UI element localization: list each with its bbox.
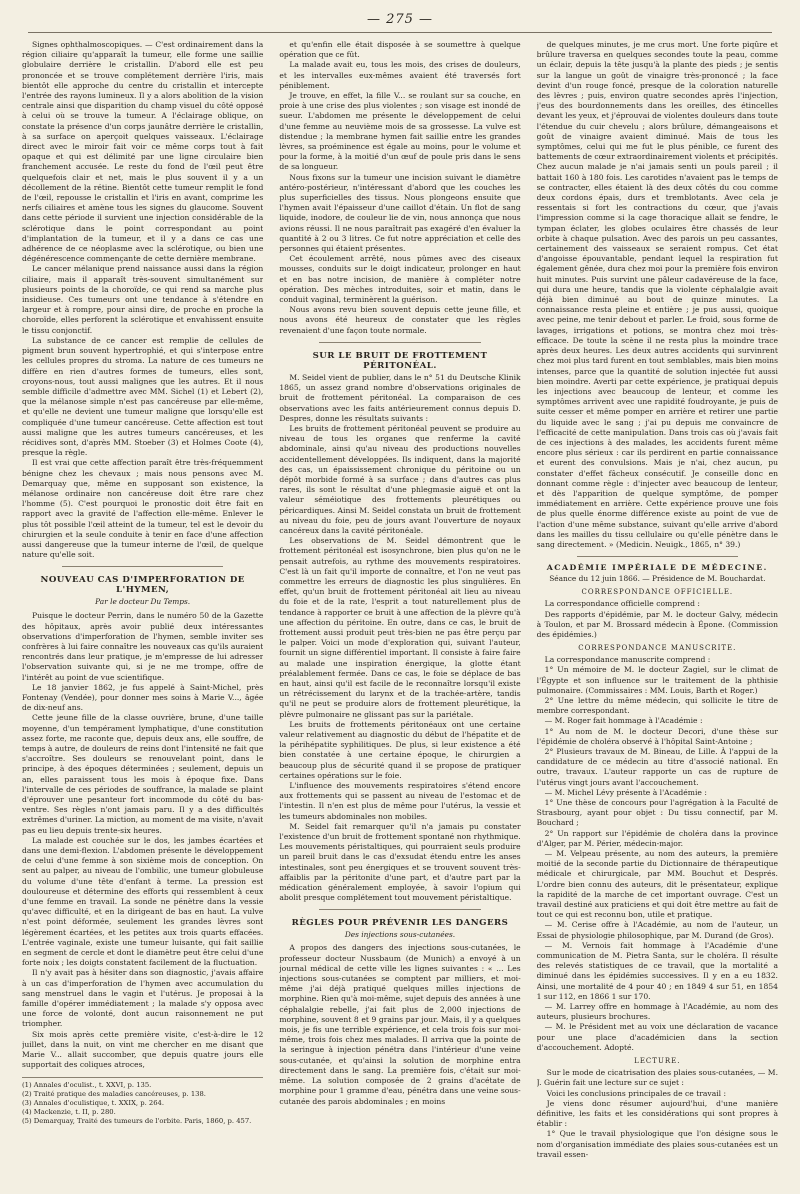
paragraph: A propos des dangers des injections sous-cutanées, le professeur docteur Nussbaum (de Munich) a envoyé à un journal médical de cette ville les lignes suivantes : « ... Les injections sous-cutanées se comptent par milliers, et moi-même j'ai déjà pratiqué quelques milles injections de morphine. Rien qu'à moi-même, sujet depuis des années à une céphalalgie rebelle, j'ai fait plus de 2,000 injections de morphine, souvent 8 et 9 grains par jour. Mais, il y a quelques mois, je fis une terrible expérience, et cela trois fois sur moi-même, trois fois chez mes malades. Il arriva que la pointe de la seringue à injection pénétra dans l'intérieur d'une veine sous-cutanée, et qu'ainsi la solution de morphine entra directement dans le sang. La première fois, c'était sur moi-même. La solution composée de 2 grains d'acétate de morphine pour 1 gramme d'eau, pénétra dans une veine sous-cutanée des parois abdominales ; en moins	[279, 943, 521, 1106]
official-correspondence-heading: CORRESPONDANCE OFFICIELLE.	[581, 588, 734, 597]
footnote: (5) Demarquay, Traité des tumeurs de l'orbite. Paris, 1860, p. 457.	[22, 1116, 252, 1125]
injections-article-subtitle: Des injections sous-cutanées.	[344, 930, 456, 940]
academy-session-meta: Séance du 12 juin 1866. — Présidence de M. Bouchardat.	[549, 574, 766, 584]
list-item: — M. Vernois fait hommage à l'Académie d'une communication de M. Pietra Santa, sur le choléra. Il résulte des relevés statistiques de ce travail, que la mortalité a diminué dans les épidémies successives. Il y en a eu 1832. Ainsi, une mortalité de 4 pour 40 ; en 1849 4 sur 51, en 1854 1 sur 112, en 1866 1 sur 170.	[536, 940, 778, 1001]
page-number: — 275 —	[366, 12, 434, 27]
paragraph: Cet écoulement arrêté, nous pûmes avec des ciseaux mousses, conduits sur le doigt indicateur, prolonger en haut et en bas notre incision, de manière à compléter notre opération. Des mèches introduites, soir et matin, dans le conduit vaginal, terminèrent la guérison.	[279, 254, 521, 305]
section-rule	[577, 556, 738, 557]
column-left	[22, 40, 263, 1180]
footnote: (3) Annales d'oculistique, t. XXIX, p. 264.	[22, 1098, 165, 1107]
academy-title: ACADÉMIE IMPÉRIALE DE MÉDECINE.	[546, 563, 768, 573]
page-header	[0, 12, 800, 32]
column-right	[537, 40, 778, 1180]
paragraph: La malade est couchée sur le dos, les jambes écartées et dans une demi-flexion. L'abdomen présente le développement de celui d'une femme à son sixième mois de conception. On sent au palper, au niveau de l'ombilic, une tumeur globuleuse du volume d'une tête d'enfant à terme. La pression est douloureuse et détermine des efforts qui ressemblent à ceux d'une femme en travail. La sonde ne pénètre dans la vessie qu'avec difficulté, et en la dirigeant de bas en haut. La vulve n'est point déformée, seulement les grandes lèvres sont légèrement écartées, et les petites aux trois quarts effacées. L'entrée vaginale, existe une tumeur luisante, qui fait saillie en segment de cercle et dont le diamètre peut être celui d'une forte noix ; les doigts constatent facilement de la fluctuation.	[22, 835, 264, 968]
hymen-article-title: NOUVEAU CAS D'IMPERFORATION DE L'HYMEN,	[40, 575, 245, 596]
paragraph: et qu'enfin elle était disposée à se soumettre à quelque opération que ce fût.	[279, 40, 521, 60]
list-item: — M. Roger fait hommage à l'Académie :	[544, 716, 703, 726]
official-correspondence-list	[537, 599, 778, 640]
paragraph: M. Seidel vient de publier, dans le n° 51 du Deutsche Klinik 1865, un assez grand nombre d'observations originales de bruit de frottement péritonéal. La comparaison de ces observations avec les faits antérieurement connus depuis D. Despres, donne les résultats suivants :	[279, 372, 521, 423]
paragraph: La malade avait eu, tous les mois, des crises de douleurs, et les intervalles eux-mêmes avaient été traversés fort péniblement.	[279, 60, 521, 90]
paragraph: Il est vrai que cette affection paraît être très-fréquemment bénigne chez les chevaux ; mais nous pensons avec M. Demarquay que, même en supposant son existence, la mélanose ordinaire non cancéreuse doit être rare chez l'homme (5). C'est pourquoi le pronostic doit être fait en rapport avec la gravité de l'affection elle-même. Enlever le plus tôt possible l'œil atteint de la tumeur, tel est le devoir du chirurgien et la seule conduite à tenir en face d'une affection aussi dangereuse que la tumeur interne de l'œil, de quelque nature qu'elle soit.	[22, 458, 264, 560]
header-rule	[28, 32, 772, 33]
list-item: — M. Velpeau présente, au nom des auteurs, la première moitié de la seconde partie du Dictionnaire de thérapeutique médicale et chirurgicale, par MM. Bouchut et Després. L'ordre bien connu des auteurs, dit le présentateur, explique la rapidité de la marche de cet important ouvrage. C'est un travail destiné aux praticiens et qui doit être mettre au fait de tout ce qui est reconnu bon, utile et pratique.	[536, 849, 778, 920]
paragraph: Les observations de M. Seidel démontrent que le frottement péritonéal est isosynchrone, bien plus qu'on ne le pensait autrefois, au rythme des mouvements respiratoires. C'est là un fait qu'il importe de connaître, et l'on ne veut pas commettre les erreurs de diagnostic les plus singulières. En effet, qu'un bruit de frottement péritonéal ait lieu au niveau du foie et de la rate, l'esprit a tout naturellement plus de tendance à rapporter ce bruit à une affection de la plèvre qu'à une affection du péritoine. En outre, dans ce cas, le bruit de frottement aussi produit peut très-bien ne pas être perçu par le palper. Voici un mode d'exploration qui, suivant l'auteur, fournit un signe différentiel important. Il consiste à faire faire au malade une inspiration énergique, la glotte étant préalablement fermée. Dans ce cas, le foie se déplace de bas en haut, ainsi qu'il est facile de le reconnaître lorsqu'il existe un rétrécissement du larynx et de la trachée-artère, tandis qu'il ne peut se produire alors de frottement pleurétique, la plèvre pulmonaire ne glissant pas sur la pariétale.	[279, 536, 521, 719]
footnotes	[22, 1077, 263, 1126]
list-item: — M. Michel Lévy présente à l'Académie :	[544, 787, 707, 797]
lecture-heading: LECTURE.	[634, 1057, 681, 1066]
list-item: La correspondance manuscrite comprend :	[544, 655, 711, 665]
paragraph: Nous fixons sur la tumeur une incision suivant le diamètre antéro-postérieur, n'intéressant d'abord que les couches les plus superficielles des tissus. Nous plongeons ensuite que l'hymen avait l'épaisseur d'une caillot d'étain. Un flot de sang liquide, inodore, de couleur lie de vin, nous annonça que nous avions réussi. Il ne nous paraîtrait pas exagéré d'en évaluer la quantité à 2 ou 3 litres. Ce fut notre appréciation et celle des personnes qui étaient présentes.	[279, 172, 521, 254]
paragraph: Sur le mode de cicatrisation des plaies sous-cutanées, — M. J. Guérin fait une lecture sur ce sujet :	[536, 1068, 778, 1088]
paragraph: Six mois après cette première visite, c'est-à-dire le 12 juillet, dans la nuit, on vint me chercher en me disant que Marie V... allait succomber, que depuis quatre jours elle supportait des coliques atroces,	[22, 1029, 264, 1070]
list-item: — M. le Président met au voix une déclaration de vacance pour une place d'académicien dans la section d'accouchement. Adopté.	[536, 1022, 778, 1052]
hymen-article-body	[22, 611, 263, 1070]
paragraph: de quelques minutes, je me crus mort. Une forte piqûre et brûlure traversa en quelques secondes toute la peau, comme un éclair, depuis la tête jusqu'à la plante des pieds ; je sentis sur la langue un goût de vinaigre très-prononcé ; la face devint d'un rouge foncé, presque de la coloration naturelle des lèvres ; puis, environ quatre secondes après l'injection, j'eus des bourdonnements dans les oreilles, des étincelles devant les yeux, et j'éprouvai de violentes douleurs dans toute l'étendue du cuir chevelu ; alors brûlure, démangeaisons et goût de vinaigre avaient diminué. Mais de tous les symptômes, celui qui me fut le plus pénible, ce furent des battements de cœur extraordinairement violents et précipités. Chez aucun malade je n'ai jamais senti un pouls pareil ; il battait 160 à 180 fois. Les carotides n'avaient pas le temps de se contracter, elles étaient là des deux côtés du cou comme deux cordons épais, durs et tremblotants. Avec cela je ressentais si fort les contractions du cœur, que j'avais l'impression comme si la cage thoracique allait se fendre, le tympan éclater, les globes oculaires être chassés de leur orbite à chaque pulsation. Avec des parois un peu cassantes, certainement des vaisseaux se seraient rompus. Cet état d'angoisse épouvantable, pendant lequel la respiration fut également gênée, dura chez moi pour la première fois environ huit minutes. Puis survint une pâleur cadavéreuse de la face, qui dura une heure, tandis que la violente céphalalgie avait déjà bien diminué au bout de quinze minutes. La connaissance resta pleine et entière ; je pus aussi, quoique avec peine, me tenir debout et parler. Le froid, sous forme de lavages, irrigations et potions, se montra chez moi très-efficace. De toute la scène il ne resta plus la moindre trace après deux heures. Les deux autres accidents qui survinrent chez moi plus tard furent en tout semblables, mais bien moins intenses, parce que la quantité de solution injectée fut aussi bien moindre. Averti par cette expérience, je pratiquai depuis les injections avec beaucoup de lenteur, et comme les symptômes arrivent avec une rapidité foudroyante, je puis de suite cesser et même pomper en arrière et retirer une partie du liquide avec le sang ; j'ai pu depuis me convaincre de l'efficacité de cette manipulation. Dans trois cas où j'avais fait de ces injections à des malades, les accidents furent même encore plus sérieux : car ils perdirent en partie connaissance et eurent des convulsions. Mais je n'ai, chez aucun, pu constater d'effet fâcheux consécutif. Je conseille donc en donnant comme règle : d'injecter avec beaucoup de lenteur, et dès l'apparition de quelque symptôme, de pomper immédiatement en arrière. Cette expérience prouve une fois de plus quelle énorme différence existe au point de vue de l'action d'une même substance, suivant qu'elle arrive d'abord dans les mailles du tissu cellulaire ou qu'elle pénètre dans le sang directement. » (Medicin. Neuigk., 1865, n° 39.)	[536, 40, 778, 549]
paragraph: Je viens donc résumer aujourd'hui, d'une manière définitive, les faits et les considérations qui sont propres à établir :	[536, 1098, 778, 1129]
paragraph: Il n'y avait pas à hésiter dans son diagnostic, j'avais affaire à un cas d'imperforation de l'hymen avec accumulation du sang menstruel dans le vagin et l'utérus. Je proposai à la famille d'opérer immédiatement ; la malade s'y opposa avec une force de volonté, dont aucun raisonnement ne put triompher.	[22, 968, 264, 1029]
injections-article-continuation	[537, 40, 778, 550]
list-item: 1° Au nom de M. le docteur Decori, d'une thèse sur l'épidémie de choléra observé à l'hôpital Saint-Antoine ;	[536, 726, 778, 746]
list-item: — M. Cerise offre à l'Académie, au nom de l'auteur, un Essai de physiologie philosophique, par M. Durand (de Gros).	[536, 920, 778, 940]
footnote: (1) Annales d'oculist., t. XXVI, p. 135.	[22, 1080, 152, 1089]
paragraph: Le 18 janvier 1862, je fus appelé à Saint-Michel, près Fontenay (Vendée), pour donner mes soins à Marie V..., âgée de dix-neuf ans.	[22, 682, 264, 713]
list-item: Des rapports d'épidémie, par M. le docteur Galvy, médecin à Toulon, et par M. Brossard médecin à Épone. (Commission des épidémies.)	[536, 609, 778, 639]
paragraph: Le cancer mélanique prend naissance aussi dans la région ciliaire, mais il apparaît très-souvent simultanément sur plusieurs points de la choroïde, ce qui rend sa marche plus insidieuse. Ces tumeurs ont une tendance à s'étendre en largeur et à rompre, pour ainsi dire, de proche en proche la choroïde, elles perforent la sclérotique et envahissent ensuite le tissu conjonctif.	[22, 264, 264, 335]
paragraph: Puisque le docteur Perrin, dans le numéro 50 de la Gazette des hôpitaux, après avoir publié deux intéressantes observations d'imperforation de l'hymen, semble inviter ses confrères à lui faire connaître les nouveaux cas qu'ils auraient rencontrés dans leur pratique, je m'empresse de lui adresser l'observation suivante qui, si je ne me trompe, offre de l'intérêt au point de vue scientifique.	[22, 611, 264, 682]
list-item: — M. Larrey offre en hommage à l'Académie, au nom des auteurs, plusieurs brochures.	[536, 1002, 778, 1022]
paragraph: Je trouve, en effet, la fille V... se roulant sur sa couche, en proie à une crise des plus violentes ; son visage est inondé de sueur. L'abdomen me présente le développement de celui d'une femme au neuvième mois de sa grossesse. La vulve est distendue ; la membrane hymen fait saillie entre les grandes lèvres, sa proéminence est égale au moins, pour le volume et pour la forme, à la moitié d'un œuf de poule pris dans le sens de sa longueur.	[279, 91, 521, 172]
paragraph: Les bruits de frottement péritonéal peuvent se produire au niveau de tous les organes que renferme la cavité abdominale, ainsi qu'au niveau des productions nouvelles accidentellement développées. Ils indiquent, dans la majorité des cas, un épaississement chronique du péritoine ou un dépôt morbide formé à sa surface ; dans d'autres cas plus rares, ils sont le résultat d'une phlegmasie aiguë et ont la valeur séméiotique des frottements pleurétiques ou péricardiques. Ainsi M. Seidel constata un bruit de frottement au niveau du foie, peu de jours avant l'ouverture de noyaux cancéreux dans la cavité péritonéale.	[279, 423, 521, 535]
friction-article-body	[279, 373, 520, 904]
list-item: 2° Un rapport sur l'épidémie de choléra dans la province d'Alger, par M. Périer, médecin-major.	[536, 828, 778, 848]
section-rule	[319, 909, 480, 910]
friction-article-title: SUR LE BRUIT DE FROTTEMENT PÉRITONÉAL.	[312, 350, 488, 371]
column-middle	[279, 40, 520, 1180]
paragraph: Signes ophthalmoscopiques. — C'est ordinairement dans la région ciliaire qu'apparaît la tumeur, elle forme une saillie globulaire derrière le cristallin. D'abord elle est peu prononcée et se trouve complétement derrière l'iris, mais bientôt elle approche du centre du cristallin et intercepte l'entrée des rayons lumineux. Il y a alors abolition de la vision centrale ainsi que disparition du champ visuel du côté opposé à celui où se trouve la tumeur. A l'éclairage oblique, on constate la présence d'un corps jaunâtre derrière le cristallin, à sa surface on aperçoit quelques vaisseaux. L'éclairage direct avec le miroir fait voir ce même corps tout à fait opaque et qui est délimité par une ligne circulaire bien franchement accusée. Le reste du fond de l'œil peut être quelquefois clair et net, mais le plus souvent il y a un décollement de la rétine. Bientôt cette tumeur remplit le fond de l'œil, repousse le cristallin et l'iris en avant, comprime les nerfs ciliaires et amène tous les signes du glaucome. Souvent dans cette période il survient une injection considérable de la sclérotique dans le point correspondant au point d'implantation de la tumeur, et il y a dans ce cas une adhérence de ce néoplasme avec la sclérotique, ou bien une dégénérescence commençante de cette dernière membrane.	[22, 40, 264, 264]
manuscript-correspondence-list	[537, 655, 778, 1053]
lecture-body	[537, 1068, 778, 1160]
paragraph: L'influence des mouvements respiratoires s'étend encore aux frottements qui se passent au niveau de l'estomac et de l'intestin. Il n'en est plus de même pour l'utérus, la vessie et les tumeurs abdominales non mobiles.	[279, 781, 521, 821]
injections-article-body	[279, 943, 520, 1106]
paragraph: Cette jeune fille de la classe ouvrière, brune, d'une taille moyenne, d'un tempérament lymphatique, d'une constitution assez forte, me raconte que, depuis deux ans, elle souffre, de temps à autre, de douleurs de reins dont l'intensité ne fait que s'accroître. Ses douleurs se renouvelant point, dans le principe, à des époques déterminées ; seulement, depuis un an, elles paraissent tous les mois à époque fixe. Dans l'intervalle de ces périodes de souffrance, la malade se plaint d'éprouver une pesanteur fort incommode du côté du bas-ventre. Ses règles n'ont jamais paru. Il y a des difficultés extrêmes d'uriner. La miction, au moment de ma visite, n'avait pas eu lieu depuis trente-six heures.	[22, 713, 264, 835]
paragraph: La substance de ce cancer est remplie de cellules de pigment brun souvent hypertrophié, et qui s'interpose entre les cellules propres du stroma. La nature de ces tumeurs ne diffère en rien d'autres formes de tumeurs, elles sont, croyons-nous, tout aussi malignes que les autres. Et il nous semble difficile d'admettre avec MM. Sichel (1) et Lebert (2), que la mélanose simple n'est pas cancéreuse par elle-même, et qu'elle ne devient une tumeur maligne que lorsqu'elle est compliquée d'une tumeur cancéreuse. Cette affection est tout aussi maligne que les autres tumeurs cancéreuses, et les récidives sont, d'après MM. Stoeber (3) et Holmes Coote (4), presque la règle.	[22, 335, 264, 458]
columns	[22, 40, 778, 1180]
ophthalmic-signs-section	[22, 40, 263, 560]
paragraph: Nous avons revu bien souvent depuis cette jeune fille, et nous avons été heureux de constater que les règles revenaient d'une façon toute normale.	[279, 305, 521, 335]
paragraph: M. Seidel fait remarquer qu'il n'a jamais pu constater l'existence d'un bruit de frottement spontané non rhythmique. Les mouvements péristaltiques, qui pourraient seuls produire un pareil bruit dans le cas d'exsudat étendu entre les anses intestinales, sont peu énergiques et se trouvent souvent très-affaiblis par la péritonite d'une part, et d'autre part par la médication généralement employée, à savoir l'opium qui abolit presque complétement tout mouvement péristaltique.	[279, 821, 521, 903]
hymen-article-continuation	[279, 40, 520, 336]
list-item: La correspondance officielle comprend :	[544, 599, 700, 609]
hymen-article-byline: Par le docteur Du Temps.	[95, 597, 191, 607]
injections-article-title: RÈGLES POUR PRÉVENIR LES DANGERS	[291, 918, 509, 929]
footnote: (2) Traité pratique des maladies cancéreuses, p. 138.	[22, 1089, 206, 1098]
section-rule	[319, 342, 480, 343]
footnote: (4) Mackenzie, t. II, p. 280.	[22, 1107, 116, 1116]
paragraph: 1° Que le travail physiologique que l'on désigne sous le nom d'organisation immédiate des plaies sous-cutanées est un travail essen-	[536, 1129, 778, 1159]
manuscript-correspondence-heading: CORRESPONDANCE MANUSCRITE.	[578, 644, 737, 653]
section-rule	[62, 566, 223, 567]
list-item: 1° Un mémoire de M. le docteur Zagiel, sur le climat de l'Égypte et son influence sur le traitement de la phthisie pulmonaire. (Commissaires : MM. Louis, Barth et Roger.)	[536, 665, 778, 695]
paragraph: Les bruits de frottements péritonéaux ont une certaine valeur relativement au diagnostic du début de l'hépatite et de la périhépatite syphilitiques. De plus, si leur existence a été bien constatée à une certaine époque, le chirurgien a beaucoup plus de sécurité quand il se propose de pratiquer certaines opérations sur le foie.	[279, 719, 521, 780]
paragraph: Voici les conclusions principales de ce travail :	[546, 1088, 727, 1098]
list-item: 1° Une thèse de concours pour l'agrégation à la Faculté de Strasbourg, ayant pour objet : Du tissu connectif, par M. Bouchard ;	[536, 798, 778, 828]
list-item: 2° Une lettre du même médecin, qui sollicite le titre de membre correspondant.	[536, 695, 778, 716]
list-item: 2° Plusieurs travaux de M. Bineau, de Lille. À l'appui de la candidature de ce médecin au titre d'associé national. En outre, travaux. L'auteur rapporte un cas de rupture de l'utérus vingt jours avant l'accouchement.	[536, 747, 778, 787]
